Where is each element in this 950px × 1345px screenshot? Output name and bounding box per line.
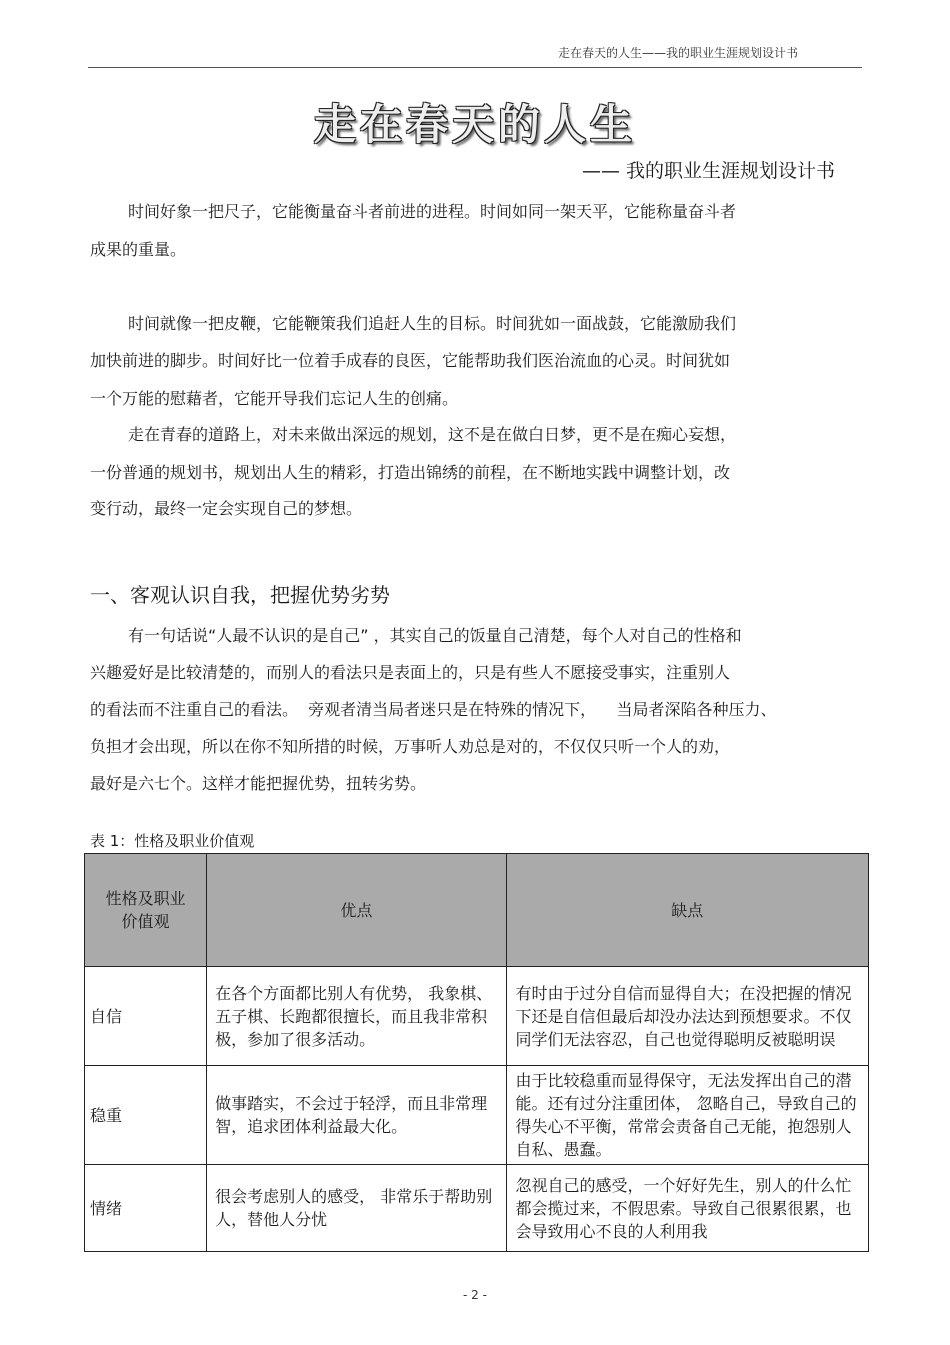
document-subtitle: —— 我的职业生涯规划设计书 — [581, 160, 835, 182]
table-row — [85, 967, 869, 1066]
paragraph-line: 最好是六七个。这样才能把握优势，扭转劣势。 — [90, 774, 427, 793]
disadvantage-cell: 由于比较稳重而显得保守，无法发挥出自己的潜能。还有过分注重团体， 忽略自己，导致自己的得失心不平衡，常常会责备自己无能，抱怨别人自私、愚蠢。 — [506, 1066, 868, 1165]
disadvantage-cell: 忽视自己的感受，一个好好先生，别人的什么忙都会揽过来，不假思索。导致自己很累很累，也会导致用心不良的人利用我 — [506, 1165, 868, 1252]
column-header-disadvantage: 缺点 — [506, 854, 868, 967]
running-header: 走在春天的人生——我的职业生涯规划设计书 — [557, 46, 798, 60]
advantage-cell: 很会考虑别人的感受， 非常乐于帮助别人，替他人分忧 — [207, 1165, 506, 1252]
table-header-row — [85, 854, 869, 967]
trait-cell: 自信 — [85, 967, 207, 1066]
paragraph-line: 有一句话说“人最不认识的是自己” ，其实自己的饭量自己清楚，每个人对自己的性格和 — [128, 626, 742, 645]
advantage-cell: 做事踏实，不会过于轻浮，而且非常理智，追求团体利益最大化。 — [207, 1066, 506, 1165]
table-caption: 表 1：性格及职业价值观 — [90, 832, 255, 850]
paragraph-line: 时间就像一把皮鞭，它能鞭策我们追赶人生的目标。时间犹如一面战鼓，它能激励我们 — [128, 314, 737, 333]
paragraph-line: 时间好象一把尺子，它能衡量奋斗者前进的进程。时间如同一架天平，它能称量奋斗者 — [128, 202, 737, 221]
header-divider — [88, 67, 862, 68]
paragraph-line: 一份普通的规划书，规划出人生的精彩，打造出锦绣的前程，在不断地实践中调整计划，改 — [90, 463, 731, 482]
paragraph-line: 一个万能的慰藉者，它能开导我们忘记人生的创痛。 — [90, 389, 459, 408]
page-number: - 2 - — [463, 1288, 487, 1302]
disadvantage-cell: 有时由于过分自信而显得自大；在没把握的情况下还是自信但最后却没办法达到预想要求。不仅同学们无法容忍，自己也觉得聪明反被聪明误 — [506, 967, 868, 1066]
table-row — [85, 1165, 869, 1252]
paragraph-line: 成果的重量。 — [90, 240, 187, 259]
traits-table — [84, 853, 869, 1252]
document-title: 走在春天的人生 — [313, 100, 636, 149]
column-header-advantage: 优点 — [207, 854, 506, 967]
paragraph-line: 走在青春的道路上，对未来做出深远的规划，这不是在做白日梦，更不是在痴心妄想， — [128, 425, 737, 444]
advantage-cell: 在各个方面都比别人有优势， 我象棋、五子棋、长跑都很擅长，而且我非常积极，参加了很多活动。 — [207, 967, 506, 1066]
trait-cell: 情绪 — [85, 1165, 207, 1252]
paragraph-line: 兴趣爱好是比较清楚的，而别人的看法只是表面上的，只是有些人不愿接受事实，注重别人 — [90, 663, 731, 682]
paragraph-line: 负担才会出现，所以在你不知所措的时候，万事听人劝总是对的，不仅仅只听一个人的劝， — [90, 737, 731, 756]
paragraph-line: 加快前进的脚步。时间好比一位着手成春的良医，它能帮助我们医治流血的心灵。时间犹如 — [90, 351, 731, 370]
paragraph-line: 变行动，最终一定会实现自己的梦想。 — [90, 499, 363, 518]
paragraph-line: 的看法而不注重自己的看法。 旁观者清当局者迷只是在特殊的情况下， 当局者深陷各种压力、 — [90, 700, 777, 719]
column-header-trait: 性格及职业价值观 — [85, 854, 207, 967]
section-heading: 一、客观认识自我，把握优势劣势 — [90, 583, 390, 607]
trait-cell: 稳重 — [85, 1066, 207, 1165]
table-row — [85, 1066, 869, 1165]
